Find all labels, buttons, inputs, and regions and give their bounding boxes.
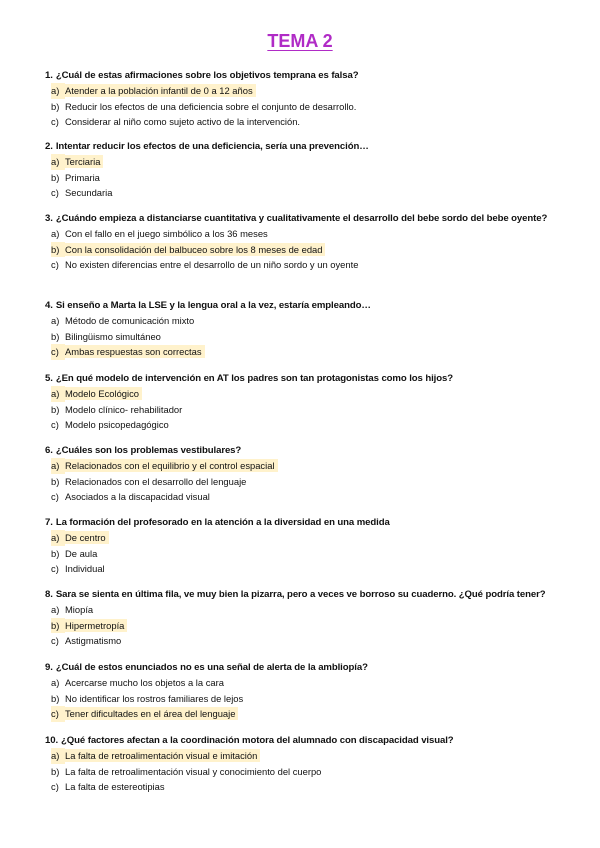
option-b xyxy=(45,402,560,418)
option-letter: a) xyxy=(51,315,60,326)
page-title: TEMA 2 xyxy=(267,31,333,51)
option-text: Primaria xyxy=(65,171,100,183)
question-number: 6. xyxy=(45,445,53,456)
option-text: No identificar los rostros familiares de lejos xyxy=(65,692,244,704)
option-letter: c) xyxy=(51,344,65,360)
option-text: Asociados a la discapacidad visual xyxy=(65,491,210,502)
option-letter: b) xyxy=(51,242,65,258)
question-text xyxy=(45,515,560,530)
question-number: 5. xyxy=(45,373,53,384)
option-text: Modelo clínico- rehabilitador xyxy=(65,403,183,415)
option-b xyxy=(45,329,560,345)
option-letter: b) xyxy=(51,692,60,704)
option-text: No existen diferencias entre el desarrollo de un niño sordo y un oyente xyxy=(65,259,359,270)
option-c xyxy=(45,257,560,273)
question-statement: Intentar reducir los efectos de una deficiencia, sería una prevención… xyxy=(55,141,369,152)
option-text: Considerar al niño como sujeto activo de la intervención. xyxy=(65,116,301,127)
option-letter: c) xyxy=(51,706,65,722)
question-statement: ¿Cuál de estos enunciados no es una señal de alerta de la ambliopía? xyxy=(55,662,368,673)
option-text: Tener dificultades en el área del lenguaje xyxy=(65,707,238,720)
option-letter: a) xyxy=(51,604,60,615)
option-text: La falta de retroalimentación visual y conocimiento del cuerpo xyxy=(65,765,322,777)
question-number: 9. xyxy=(45,662,53,673)
option-text: Modelo Ecológico xyxy=(65,387,142,400)
option-text: Atender a la población infantil de 0 a 12 años xyxy=(65,84,256,97)
option-list xyxy=(45,226,560,273)
question-9 xyxy=(45,660,560,722)
option-letter: a) xyxy=(51,228,60,239)
option-letter: b) xyxy=(51,100,60,112)
option-list xyxy=(45,675,560,722)
option-letter: c) xyxy=(51,563,59,574)
question-statement: ¿Cuál de estas afirmaciones sobre los objetivos temprana es falsa? xyxy=(55,70,359,81)
option-text: Individual xyxy=(65,563,105,574)
option-letter: c) xyxy=(51,259,59,270)
option-letter: c) xyxy=(51,187,59,198)
option-letter: a) xyxy=(51,677,60,688)
question-text xyxy=(45,733,560,748)
option-a xyxy=(45,226,560,242)
option-text: Hipermetropía xyxy=(65,619,127,632)
option-c-correct xyxy=(45,344,560,360)
question-8 xyxy=(45,587,560,649)
option-letter: a) xyxy=(51,386,65,402)
option-c xyxy=(45,114,560,130)
question-text xyxy=(45,660,560,675)
option-text: Modelo psicopedagógico xyxy=(65,419,169,430)
question-statement: La formación del profesorado en la atención a la diversidad en una medida xyxy=(55,517,390,528)
option-letter: c) xyxy=(51,419,59,430)
option-text: Ambas respuestas son correctas xyxy=(65,345,205,358)
question-10 xyxy=(45,733,560,795)
option-text: Con la consolidación del balbuceo sobre los 8 meses de edad xyxy=(65,243,325,256)
option-list xyxy=(45,602,560,649)
question-number: 3. xyxy=(45,213,53,224)
option-text: Secundaria xyxy=(65,187,113,198)
question-text xyxy=(45,139,560,154)
option-a-correct xyxy=(45,83,560,99)
option-c xyxy=(45,633,560,649)
question-number: 2. xyxy=(45,141,53,152)
question-statement: ¿Qué factores afectan a la coordinación motora del alumnado con discapacidad visual? xyxy=(61,735,454,746)
question-text xyxy=(45,298,560,313)
option-text: De centro xyxy=(65,531,109,544)
option-text: Terciaria xyxy=(65,155,103,168)
option-c xyxy=(45,185,560,201)
option-letter: b) xyxy=(51,403,60,415)
option-letter: b) xyxy=(51,547,60,559)
question-2 xyxy=(45,139,560,201)
option-a xyxy=(45,675,560,691)
option-list xyxy=(45,748,560,795)
option-letter: a) xyxy=(51,154,65,170)
option-letter: a) xyxy=(51,748,65,764)
option-text: Reducir los efectos de una deficiencia sobre el conjunto de desarrollo. xyxy=(65,100,357,112)
question-text xyxy=(45,443,560,458)
option-text: Relacionados con el equilibrio y el control espacial xyxy=(65,459,278,472)
question-number: 10. xyxy=(45,735,59,746)
option-a-correct xyxy=(45,530,560,546)
option-a-correct xyxy=(45,386,560,402)
option-letter: b) xyxy=(51,618,65,634)
question-statement: ¿En qué modelo de intervención en AT los padres son tan protagonistas como los hijos? xyxy=(55,373,453,384)
option-text: Bilingüismo simultáneo xyxy=(65,330,161,342)
question-number: 1. xyxy=(45,70,53,81)
option-text: Astigmatismo xyxy=(65,635,122,646)
question-text xyxy=(45,587,560,602)
option-a-correct xyxy=(45,154,560,170)
question-statement: Si enseño a Marta la LSE y la lengua oral a la vez, estaría empleando… xyxy=(55,300,371,311)
option-b-correct xyxy=(45,242,560,258)
option-letter: a) xyxy=(51,458,65,474)
question-1 xyxy=(45,68,560,130)
option-a xyxy=(45,313,560,329)
option-list xyxy=(45,313,560,360)
option-b xyxy=(45,474,560,490)
option-text: Método de comunicación mixto xyxy=(65,315,195,326)
option-list xyxy=(45,386,560,433)
option-letter: a) xyxy=(51,530,65,546)
option-text: De aula xyxy=(65,547,98,559)
question-number: 4. xyxy=(45,300,53,311)
option-c xyxy=(45,417,560,433)
question-statement: ¿Cuáles son los problemas vestibulares? xyxy=(55,445,242,456)
option-a-correct xyxy=(45,748,560,764)
option-letter: a) xyxy=(51,83,65,99)
option-text: La falta de retroalimentación visual e imitación xyxy=(65,749,260,762)
option-list xyxy=(45,154,560,201)
option-letter: c) xyxy=(51,635,59,646)
option-b xyxy=(45,546,560,562)
option-a xyxy=(45,602,560,618)
question-5 xyxy=(45,371,560,433)
option-b xyxy=(45,170,560,186)
option-text: Relacionados con el desarrollo del lenguaje xyxy=(65,475,247,487)
option-text: La falta de estereotipias xyxy=(65,781,165,792)
option-text: Acercarse mucho los objetos a la cara xyxy=(65,677,224,688)
option-letter: b) xyxy=(51,475,60,487)
option-a-correct xyxy=(45,458,560,474)
option-list xyxy=(45,530,560,577)
option-b-correct xyxy=(45,618,560,634)
option-letter: b) xyxy=(51,171,60,183)
option-c xyxy=(45,489,560,505)
question-text xyxy=(45,211,560,226)
option-c xyxy=(45,561,560,577)
option-list xyxy=(45,83,560,130)
option-b xyxy=(45,764,560,780)
question-text xyxy=(45,371,560,386)
question-3 xyxy=(45,211,560,273)
option-b xyxy=(45,691,560,707)
question-6 xyxy=(45,443,560,505)
question-text xyxy=(45,68,560,83)
option-b xyxy=(45,99,560,115)
question-number: 8. xyxy=(45,589,53,600)
option-letter: b) xyxy=(51,330,60,342)
question-7 xyxy=(45,515,560,577)
question-number: 7. xyxy=(45,517,53,528)
option-letter: c) xyxy=(51,491,59,502)
question-4 xyxy=(45,298,560,360)
option-letter: b) xyxy=(51,765,60,777)
option-letter: c) xyxy=(51,116,59,127)
option-list xyxy=(45,458,560,505)
option-c-correct xyxy=(45,706,560,722)
question-statement: ¿Cuándo empieza a distanciarse cuantitativa y cualitativamente el desarrollo del bebe sordo del bebe oyente? xyxy=(55,213,548,224)
option-c xyxy=(45,779,560,795)
option-text: Con el fallo en el juego simbólico a los 36 meses xyxy=(65,228,268,239)
question-statement: Sara se sienta en última fila, ve muy bien la pizarra, pero a veces ve borroso su cuaderno. ¿Qué podría tener? xyxy=(55,589,546,600)
option-text: Miopía xyxy=(65,604,94,615)
option-letter: c) xyxy=(51,781,59,792)
